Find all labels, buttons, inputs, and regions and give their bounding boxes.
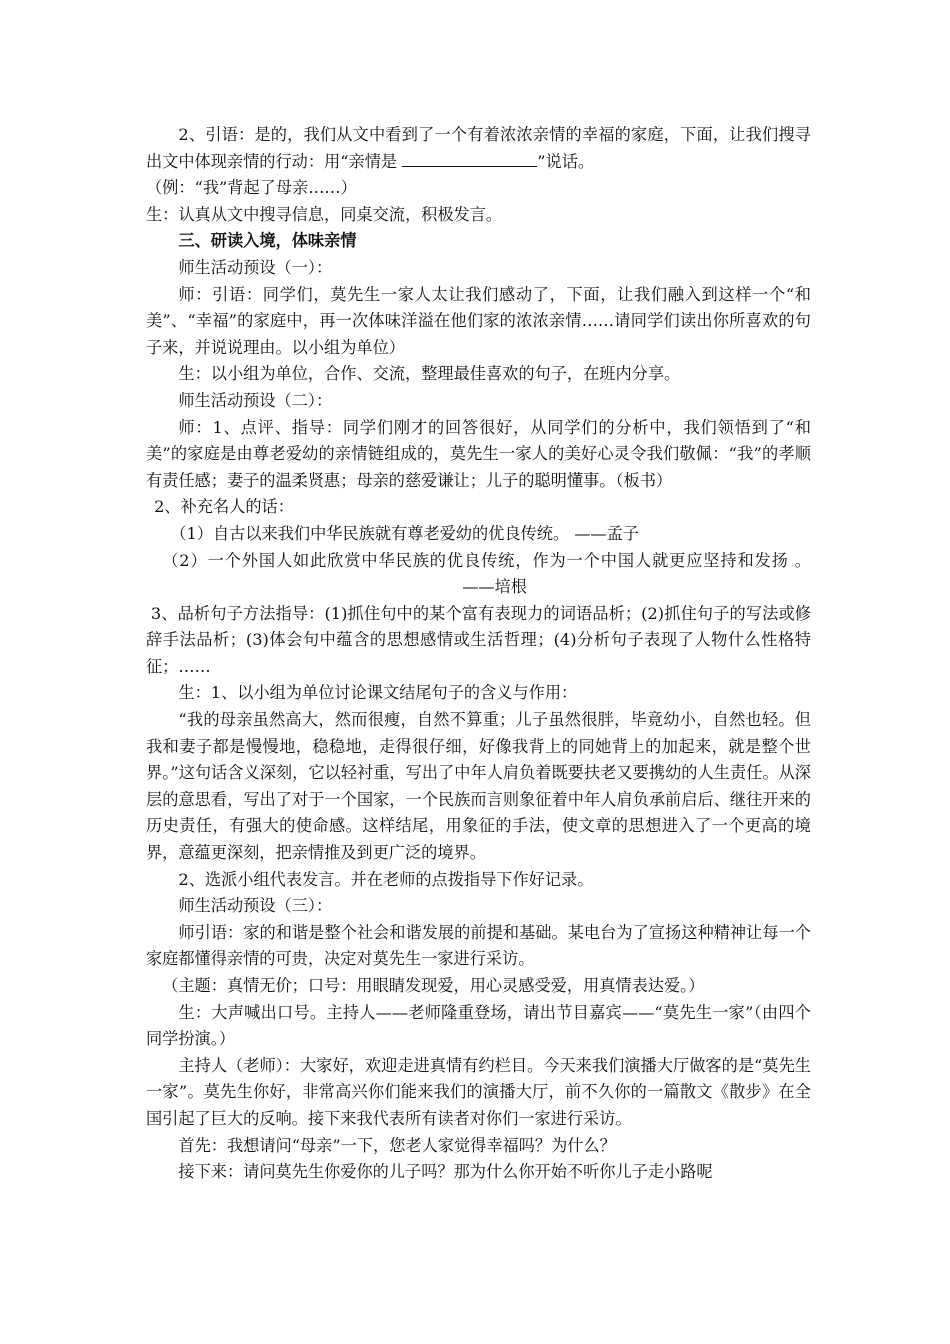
paragraph-representative: 2、选派小组代表发言。并在老师的点拨指导下作好记录。 [178,869,594,889]
intro-text: 2、引语：是的，我们从文中看到了一个有着浓浓亲情的幸福的家庭，下面，让我们搜寻出文中体现亲情的行动：用“亲情是 [146,125,811,171]
paragraph-ending-analysis: “我的母亲虽然高大，然而很瘦，自然不算重；儿子虽然很胖，毕竟幼小，自然也轻。但我和妻子都是慢慢地，稳稳地，走得很仔细，好像我背上的同她背上的加起来，就是整个世界。”这句话含义深刻，它以轻衬重，写出了中年人肩负着既要扶老又要携幼的人生责任。从深层的意思看，写出了对于一个国家，一个民族而言则象征着中年人肩负承前启后、继往开来的历史责任，有强大的使命感。这样结尾，用象征的手法，使文章的思想进入了一个更高的境界，意蕴更深刻，把亲情推及到更广泛的境界。 [146,710,811,863]
activity-preset-3: 师生活动预设（三）： [178,896,333,916]
paragraph-student-4: 生：大声喊出口号。主持人——老师隆重登场，请出节目嘉宾——“莫先生一家”（由四个同学扮演。） [146,1002,811,1049]
activity-preset-2: 师生活动预设（二）： [178,390,333,410]
paragraph-host: 主持人（老师）：大家好，欢迎走进真情有约栏目。今天来我们演播大厅做客的是“莫先生一家”。莫先生你好，非常高兴你们能来我们的演播大厅，前不久你的一篇散文《散步》在全国引起了巨大的反响。接下来我代表所有读者对你们一家进行采访。 [146,1055,811,1128]
paragraph-teacher-intro: 师：引语：同学们，莫先生一家人太让我们感动了，下面，让我们融入到这样一个“和美”、“幸福”的家庭中，再一次体味洋溢在他们家的浓浓亲情……请同学们读出你所喜欢的句子来，并说说理由。以小组为单位） [146,284,811,357]
paragraph-teacher-harmony: 师引语：家的和谐是整个社会和谐发展的前提和基础。某电台为了宣扬这种精神让每一个家庭都懂得亲情的可贵，决定对莫先生一家进行采访。 [146,922,811,969]
paragraph-student-2: 生：以小组为单位，合作、交流，整理最佳喜欢的句子，在班内分享。 [178,364,681,384]
activity-preset-1: 师生活动预设（一）： [178,257,333,277]
paragraph-example: （例：“我”背起了母亲……） [146,178,357,198]
quote-mencius: （1）自古以来我们中华民族就有尊老爱幼的优良传统。 ——孟子 [170,523,639,543]
fill-in-blank [402,150,537,167]
paragraph-student-3: 生：1、以小组为单位讨论课文结尾句子的含义与作用： [178,683,578,703]
section-heading-3: 三、研读入境，体味亲情 [178,231,357,251]
quote-bacon-text: （2）一个外国人如此欣赏中华民族的优良传统，作为一个中国人就更应坚持和发扬 。 [162,550,811,570]
paragraph-intro [146,122,811,175]
paragraph-question-2: 接下来：请问莫先生你爱你的儿子吗？那为什么你开始不听你儿子走小路呢 [178,1162,713,1182]
quote-bacon-attribution: ——培根 [462,577,527,597]
paragraph-famous-quotes: 2、补充名人的话： [154,497,294,517]
paragraph-student-1: 生：认真从文中搜寻信息，同桌交流，积极发言。 [146,204,503,224]
document-page [146,122,811,1186]
paragraph-teacher-comment: 师：1、点评、指导：同学们刚才的回答很好，从同学们的分析中，我们领悟到了“和美”的家庭是由尊老爱幼的亲情链组成的，莫先生一家人的美好心灵令我们敬佩：“我”的孝顺有责任感；妻子的温柔贤惠；母亲的慈爱谦让；儿子的聪明懂事。（板书） [146,417,811,490]
intro-text-end: ”说话。 [537,151,595,171]
paragraph-theme-slogan: （主题：真情无价；口号：用眼睛发现爱，用心灵感受爱，用真情表达爱。） [162,976,705,995]
quote-bacon [146,548,811,601]
paragraph-analysis-method: 3、品析句子方法指导：(1)抓住句中的某个富有表现力的词语品析；(2)抓住句子的写法或修辞手法品析；(3)体会句中蕴含的思想感情或生活哲理；(4)分析句子表现了人物什么性格特征；…… [146,603,811,676]
paragraph-question-1: 首先：我想请问“母亲”一下，您老人家觉得幸福吗？为什么？ [178,1135,616,1155]
